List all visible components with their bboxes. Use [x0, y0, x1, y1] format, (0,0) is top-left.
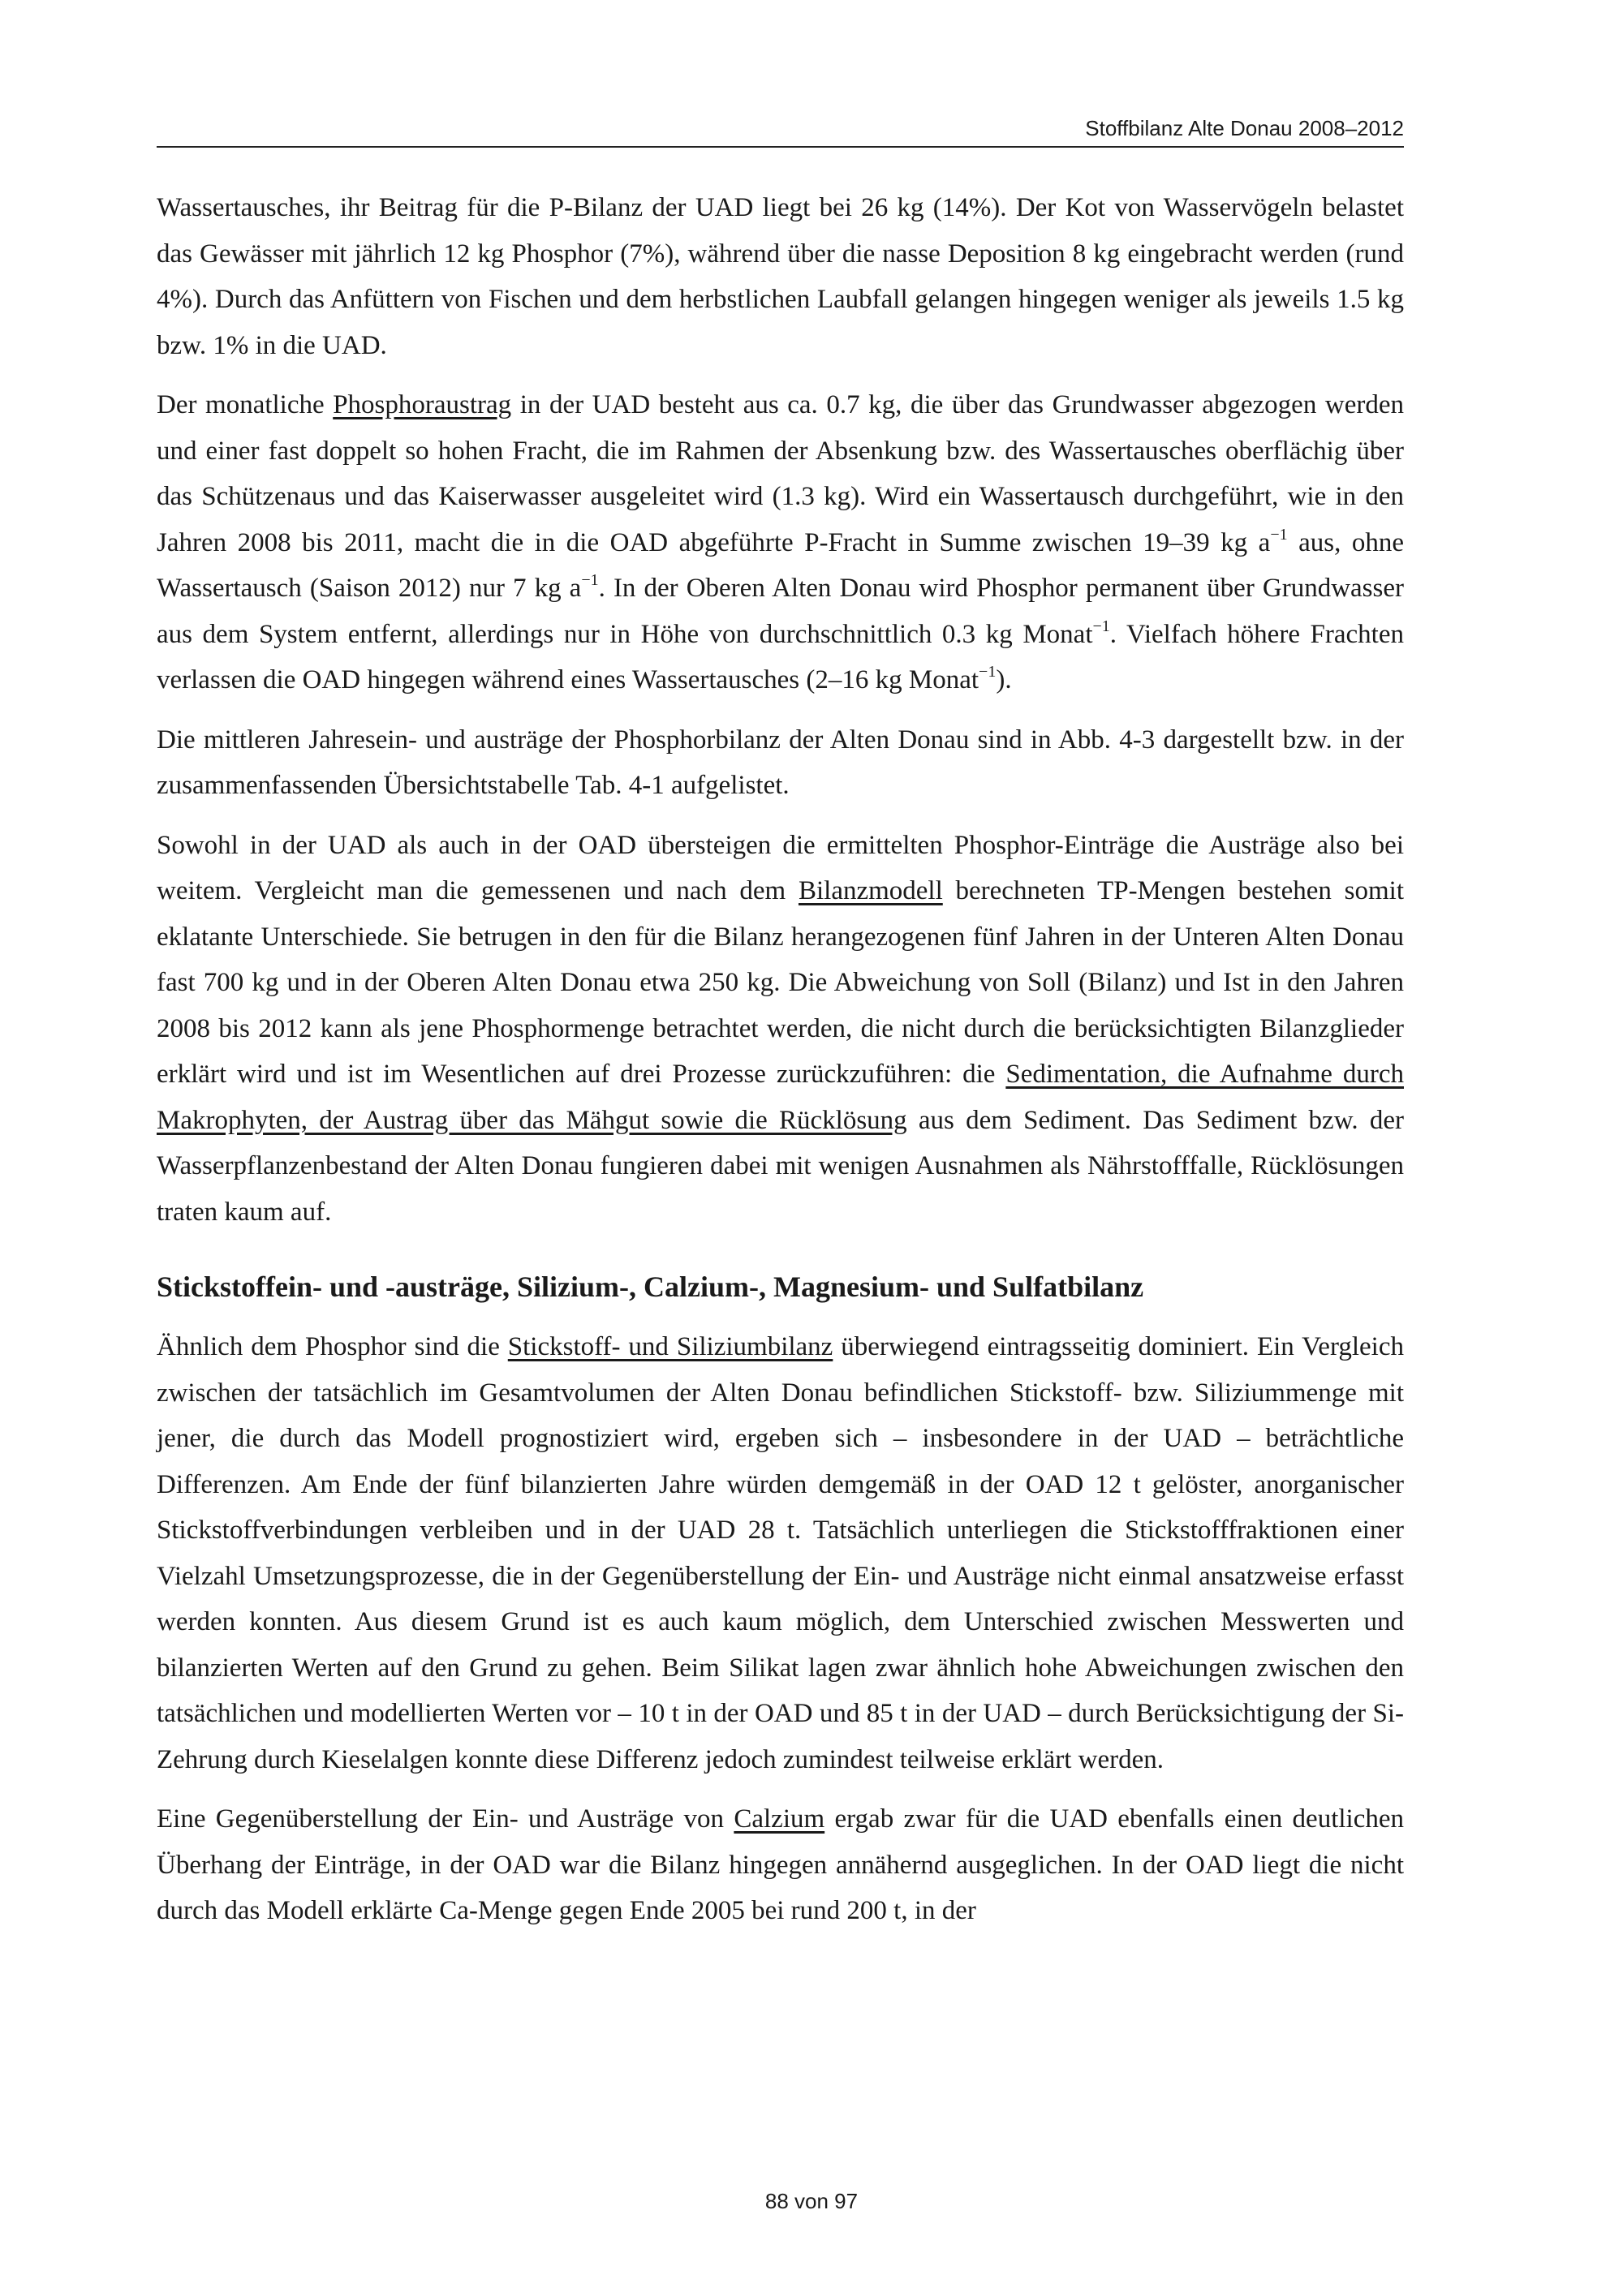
- text-run: Sowohl in der UAD als auch in der OAD übersteigen die ermittelten Phosphor-Einträge die Austräge also bei weitem. Vergleicht man die gemessenen und nach dem: [157, 830, 1404, 905]
- page-number: 88 von 97: [764, 2189, 859, 2213]
- paragraph-n-si-balance: [157, 1324, 1404, 1782]
- text-run: . Vielfach höhere Frachten verlassen die OAD hingegen während eines Wassertausches (2–16 kg Monat: [157, 619, 1404, 694]
- header-title: Stoffbilanz Alte Donau 2008–2012: [1085, 116, 1404, 140]
- text-run: Der monatliche: [157, 390, 334, 419]
- superscript: −1: [1270, 525, 1288, 544]
- superscript: −1: [979, 663, 997, 681]
- paragraph-figure-reference: Die mittleren Jahresein- und austräge der Phosphorbilanz der Alten Donau sind in Abb. 4-3 dargestellt bzw. in der zusammenfassenden Übersichtstabelle Tab. 4-1 aufgelistet.: [157, 724, 1404, 800]
- link-calzium[interactable]: Calzium: [734, 1804, 825, 1834]
- link-sedimentation[interactable]: Sedimentation, die Aufnahme durch Makrophyten, der Austrag über das Mähgut sowie die Rücklösung: [157, 1060, 1404, 1135]
- text-run: Eine Gegenüberstellung der Ein- und Austräge von: [157, 1804, 734, 1834]
- link-bilanzmodell[interactable]: Bilanzmodell: [798, 876, 943, 905]
- text-run: berechneten TP-Mengen bestehen somit eklatante Unterschiede. Sie betrugen in den für die Bilanz herangezogenen fünf Jahren in der Unteren Alten Donau fast 700 kg und in der Oberen Alten Donau etwa 250 kg. Die Abweichung von Soll (Bilanz) und Ist in den Jahren 2008 bis 2012 kann als jene Phosphormenge betrachtet werden, die nicht durch die berücksichtigten Bilanzglieder erklärt wird und ist im Wesentlichen auf drei Prozesse zurückzuführen: die: [157, 876, 1404, 1089]
- text-run: überwiegend eintragsseitig dominiert. Ein Vergleich zwischen der tatsächlich im Gesamtvolumen der Alten Donau befindlichen Stickstoff- bzw. Siliziummenge mit jener, die durch das Modell prognostiziert wird, ergeben sich – insbesondere in der UAD – beträchtliche Differenzen. Am Ende der fünf bilanzierten Jahre würden demgemäß in der OAD 12 t gelöster, anorganischer Stickstoffverbindungen verbleiben und in der UAD 28 t. Tatsächlich unterliegen die Stickstofffraktionen einer Vielzahl Umsetzungsprozesse, die in der Gegenüberstellung der Ein- und Austräge nicht einmal ansatzweise erfasst werden konnten. Aus diesem Grund ist es auch kaum möglich, dem Unterschied zwischen Messwerten und bilanzierten Werten auf den Grund zu gehen. Beim Silikat lagen zwar ähnlich hohe Abweichungen zwischen den tatsächlichen und modellierten Werten vor – 10 t in der OAD und 85 t in der UAD – durch Berücksichtigung der Si-Zehrung durch Kieselalgen konnte diese Differenz jedoch zumindest teilweise erklärt werden.: [157, 1332, 1404, 1774]
- superscript: −1: [581, 571, 599, 589]
- paragraph-p-sources: Wassertausches, ihr Beitrag für die P-Bilanz der UAD liegt bei 26 kg (14%). Der Kot von Wasservögeln belastet das Gewässer mit jährlich 12 kg Phosphor (7%), während über die nasse Deposition 8 kg eingebracht werden (rund 4%). Durch das Anfüttern von Fischen und dem herbstlichen Laubfall gelangen hingegen weniger als jeweils 1.5 kg bzw. 1% in die UAD.: [157, 193, 1404, 360]
- link-stickstoff-siliziumbilanz[interactable]: Stickstoff- und Siliziumbilanz: [507, 1332, 833, 1361]
- text-run: aus, ohne Wassertausch (Saison 2012) nur 7 kg a: [157, 527, 1404, 603]
- section-heading: Stickstoffein- und -austräge, Silizium-, Calzium-, Magnesium- und Sulfatbilanz: [157, 1271, 1144, 1303]
- paragraph-p-export: [157, 382, 1404, 703]
- link-phosphoraustrag[interactable]: Phosphoraustrag: [333, 390, 512, 419]
- text-run: ).: [996, 665, 1012, 694]
- main-content: [157, 185, 1404, 1948]
- text-run: Ähnlich dem Phosphor sind die: [157, 1332, 508, 1361]
- text-run: . In der Oberen Alten Donau wird Phosphor permanent über Grundwasser aus dem System entfernt, allerdings nur in Höhe von durchschnittlich 0.3 kg Monat: [157, 574, 1404, 649]
- text-run: in der UAD besteht aus ca. 0.7 kg, die über das Grundwasser abgezogen werden und einer fast doppelt so hohen Fracht, die im Rahmen der Absenkung bzw. des Wassertausches oberflächig über das Schützenaus und das Kaiserwasser ausgeleitet wird (1.3 kg). Wird ein Wassertausch durchgeführt, wie in den Jahren 2008 bis 2011, macht die in die OAD abgeführte P-Fracht in Summe zwischen 19–39 kg a: [157, 390, 1404, 557]
- paragraph-p-balance: [157, 823, 1404, 1236]
- superscript: −1: [1092, 617, 1110, 635]
- text-run: ergab zwar für die UAD ebenfalls einen deutlichen Überhang der Einträge, in der OAD war die Bilanz hingegen annähernd ausgeglichen. In der OAD liegt die nicht durch das Modell erklärte Ca-Menge gegen Ende 2005 bei rund 200 t, in der: [157, 1804, 1404, 1925]
- paragraph-calcium: [157, 1796, 1404, 1934]
- running-header: [157, 112, 1404, 148]
- text-run: aus dem Sediment. Das Sediment bzw. der Wasserpflanzenbestand der Alten Donau fungieren dabei mit wenigen Ausnahmen als Nährstofffalle, Rücklösungen traten kaum auf.: [157, 1105, 1404, 1227]
